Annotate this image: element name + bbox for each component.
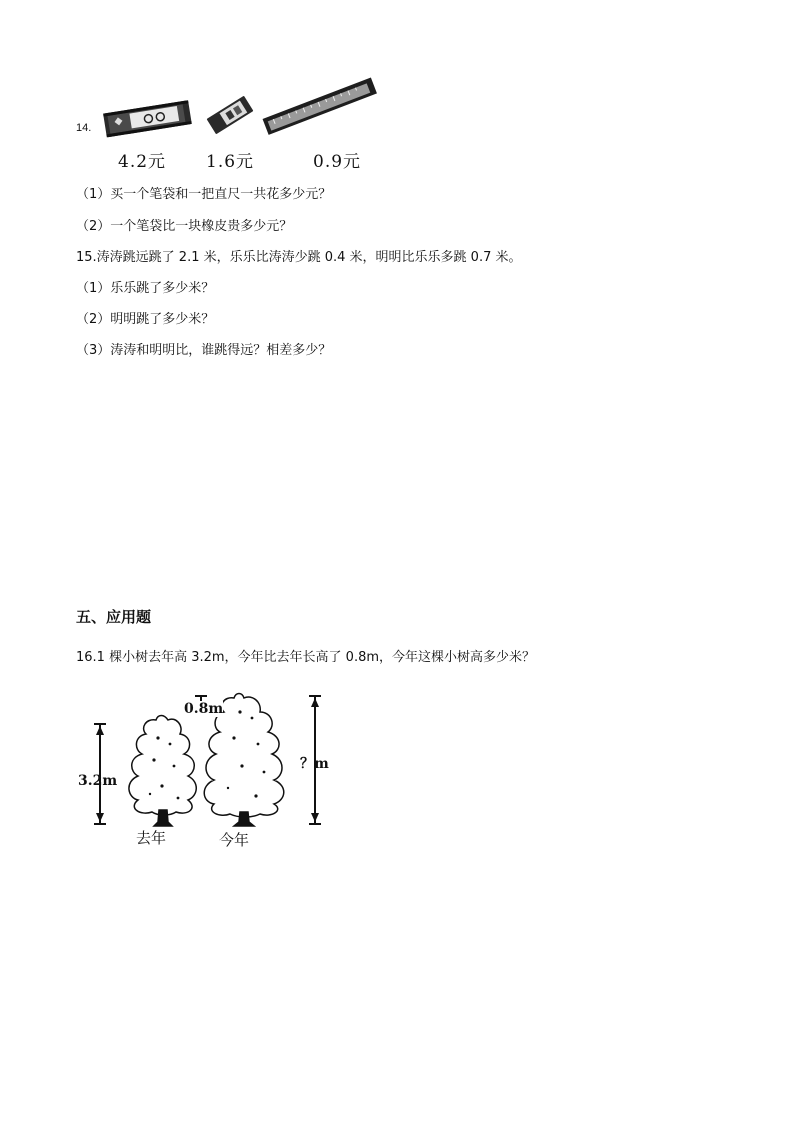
- last-year-tree-icon: [129, 716, 196, 827]
- question-14-sub-1: （1）买一个笔袋和一把直尺一共花多少元？: [76, 187, 332, 202]
- price-ruler: 0.9元: [313, 152, 362, 172]
- question-15-sub-1: （1）乐乐跳了多少米？: [76, 281, 215, 296]
- ruler-image: [260, 76, 378, 138]
- caption-this-year: 今年: [219, 831, 250, 849]
- this-year-height-label: ？m: [300, 756, 329, 772]
- question-16-text: 16.1 棵小树去年高 3.2m，今年比去年长高了 0.8m，今年这棵小树高多少米？: [76, 650, 536, 665]
- question-15-text: 15.涛涛跳远跳了 2.1 米，乐乐比涛涛少跳 0.4 米，明明比乐乐多跳 0.7 米。: [76, 250, 522, 265]
- price-pencil-case: 4.2元: [118, 152, 167, 172]
- question-15-sub-2: （2）明明跳了多少米？: [76, 312, 215, 327]
- section-title: 五、应用题: [76, 608, 152, 626]
- question-14-sub-2: （2）一个笔袋比一块橡皮贵多少元？: [76, 219, 293, 234]
- price-eraser: 1.6元: [206, 152, 255, 172]
- question-15-sub-3: （3）涛涛和明明比，谁跳得远？相差多少？: [76, 343, 332, 358]
- caption-last-year: 去年: [136, 829, 167, 847]
- eraser-image: [205, 92, 255, 138]
- last-year-height-label: 3.2m: [78, 773, 118, 789]
- pencil-case-image: [100, 95, 192, 137]
- growth-label: 0.8m: [184, 701, 224, 717]
- question-14-number: 14.: [76, 122, 92, 134]
